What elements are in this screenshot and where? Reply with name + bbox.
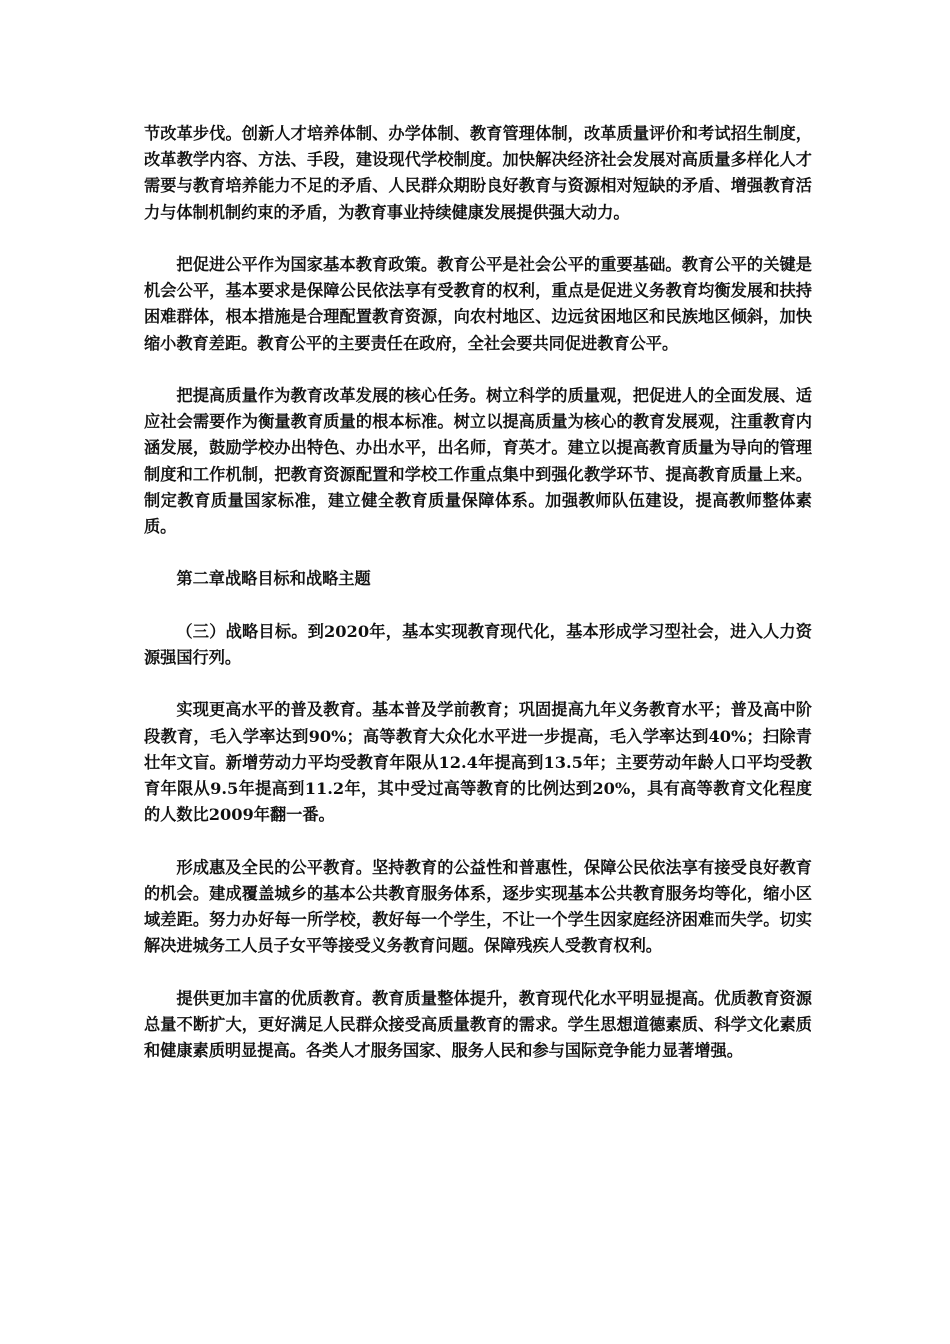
paragraph-reform-continuation: 节改革步伐。创新人才培养体制、办学体制、教育管理体制，改革质量评价和考试招生制度，改革教学内容、方法、手段，建设现代学校制度。加快解决经济社会发展对高质量多样化人才需要与教育培养能力不足的矛盾、人民群众期盼良好教育与资源相对短缺的矛盾、增强教育活力与体制机制约束的矛盾，为教育事业持续健康发展提供强大动力。 — [144, 124, 812, 222]
document-page — [144, 121, 812, 1090]
chapter-heading: 第二章战略目标和战略主题 — [176, 569, 371, 589]
paragraph-education-equity: 把促进公平作为国家基本教育政策。教育公平是社会公平的重要基础。教育公平的关键是机会公平，基本要求是保障公民依法享有受教育的权利，重点是促进义务教育均衡发展和扶持困难群体，根本措施是合理配置教育资源，向农村地区、边远贫困地区和民族地区倾斜，加快缩小教育差距。教育公平的主要责任在政府，全社会要共同促进教育公平。 — [144, 255, 812, 353]
paragraph-fair-education: 形成惠及全民的公平教育。坚持教育的公益性和普惠性，保障公民依法享有接受良好教育的机会。建成覆盖城乡的基本公共教育服务体系，逐步实现基本公共教育服务均等化，缩小区域差距。努力办好每一所学校，教好每一个学生，不让一个学生因家庭经济困难而失学。切实解决进城务工人员子女平等接受义务教育问题。保障残疾人受教育权利。 — [144, 857, 812, 956]
paragraph-universal-education: 实现更高水平的普及教育。基本普及学前教育；巩固提高九年义务教育水平；普及高中阶段教育，毛入学率达到90%；高等教育大众化水平进一步提高，毛入学率达到40%；扫除青壮年文盲。新增劳动力平均受教育年限从12.4年提高到13.5年；主要劳动年龄人口平均受教育年限从9.5年提高到11.2年，其中受过高等教育的比例达到20%，具有高等教育文化程度的人数比2009年翻一番。 — [144, 700, 812, 825]
paragraph-education-quality: 把提高质量作为教育改革发展的核心任务。树立科学的质量观，把促进人的全面发展、适应社会需要作为衡量教育质量的根本标准。树立以提高质量为核心的教育发展观，注重教育内涵发展，鼓励学校办出特色、办出水平，出名师，育英才。建立以提高教育质量为导向的管理制度和工作机制，把教育资源配置和学校工作重点集中到强化教学环节、提高教育质量上来。制定教育质量国家标准，建立健全教育质量保障体系。加强教师队伍建设，提高教师整体素质。 — [144, 386, 812, 537]
paragraph-quality-education: 提供更加丰富的优质教育。教育质量整体提升，教育现代化水平明显提高。优质教育资源总量不断扩大，更好满足人民群众接受高质量教育的需求。学生思想道德素质、科学文化素质和健康素质明显提高。各类人才服务国家、服务人民和参与国际竞争能力显著增强。 — [144, 988, 812, 1060]
paragraph-strategic-goals: （三）战略目标。到2020年，基本实现教育现代化，基本形成学习型社会，进入人力资源强国行列。 — [144, 621, 812, 667]
